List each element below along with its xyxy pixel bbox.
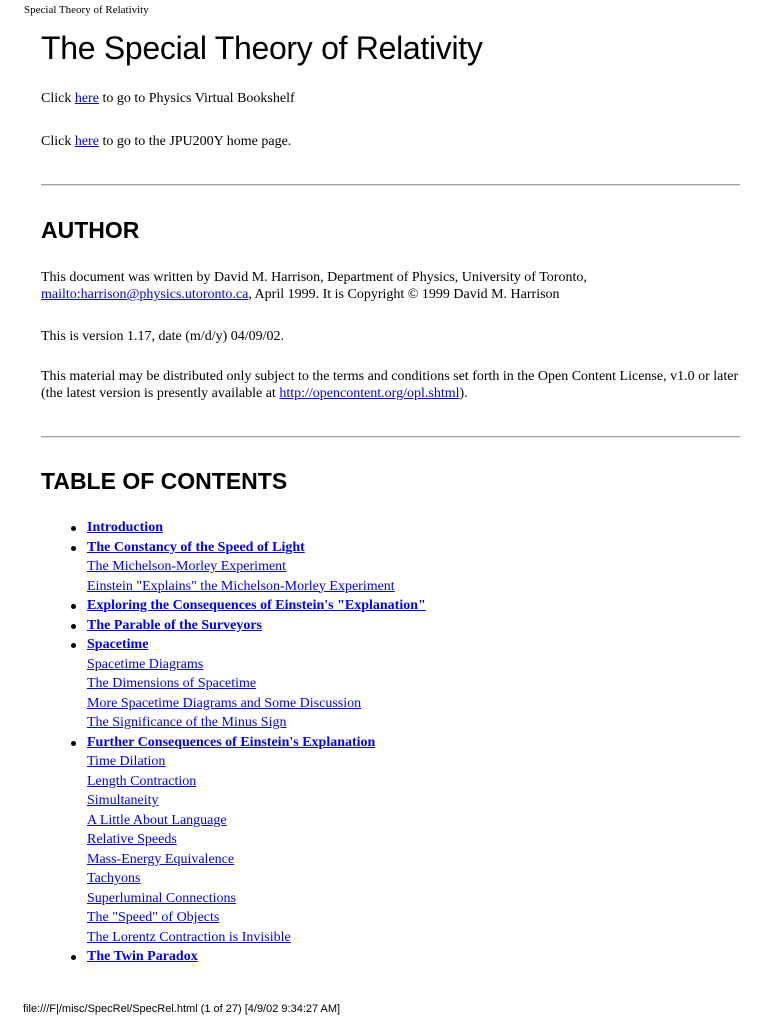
toc-sublink[interactable]: More Spacetime Diagrams and Some Discussion [87,695,362,711]
toc-sublink[interactable]: Time Dilation [87,754,166,769]
link-suffix: to go to the JPU200Y home page. [98,134,292,149]
author-paragraph [41,269,741,303]
bullet-icon [71,526,76,531]
print-header: Special Theory of Relativity [24,4,149,16]
toc-item [41,518,741,538]
toc-sublink[interactable]: A Little About Language [87,812,227,828]
link-suffix: to go to Physics Virtual Bookshelf [98,91,295,106]
toc-sublink[interactable]: Length Contraction [87,773,197,789]
toc-sublink[interactable]: Superluminal Connections [87,890,236,906]
toc-item [41,947,741,967]
license-link[interactable]: http://opencontent.org/opl.shtml [279,386,460,401]
toc-sublink[interactable]: The Lorentz Contraction is Invisible [87,929,291,945]
bookshelf-link[interactable]: here [74,91,99,106]
toc-sublink[interactable]: Simultaneity [87,793,159,808]
toc-sublink[interactable]: The Dimensions of Spacetime [87,676,257,691]
divider [41,436,740,438]
toc-sublink[interactable]: The Significance of the Minus Sign [87,715,287,730]
page-title: The Special Theory of Relativity [41,30,483,66]
mailto-link[interactable]: mailto:harrison@physics.utoronto.ca [41,287,249,302]
bullet-icon [71,643,76,648]
version-text: This is version 1.17, date (m/d/y) 04/09/02. [41,329,285,344]
bullet-icon [71,546,76,551]
license-suffix: ). [459,386,468,401]
toc-item [41,596,741,616]
toc-item [41,616,741,636]
license-paragraph [41,368,741,402]
home-link-line [41,133,741,150]
toc-heading: TABLE OF CONTENTS [41,468,288,494]
bullet-icon [71,741,76,746]
license-text: This material may be distributed only subject to the terms and conditions set forth in the Open Content License, v1.0 or later [41,369,739,384]
link-prefix: Click [41,134,75,149]
toc-sublink[interactable]: Spacetime Diagrams [87,656,204,672]
toc-sublink[interactable]: Einstein "Explains" the Michelson-Morley Experiment [87,578,395,594]
toc-sublink[interactable]: Mass-Energy Equivalence [87,851,235,867]
toc-link[interactable]: The Parable of the Surveyors [87,617,262,633]
bullet-icon [71,955,76,960]
toc-link[interactable]: Further Consequences of Einstein's Explanation [87,734,376,750]
toc-link[interactable]: The Constancy of the Speed of Light [87,539,305,555]
bullet-icon [71,604,76,609]
copyright-text: , April 1999. It is Copyright © 1999 David M. Harrison [248,287,560,302]
toc-link[interactable]: Introduction [87,520,163,535]
home-page-link[interactable]: here [74,134,99,149]
author-heading: AUTHOR [41,217,140,243]
link-prefix: Click [41,91,75,106]
bookshelf-link-line [41,90,741,107]
author-line: This document was written by David M. Harrison, Department of Physics, University of Toronto, [41,270,587,285]
bullet-icon [71,624,76,629]
divider [41,184,740,186]
license-prefix: (the latest version is presently available at [41,386,280,401]
toc-sublink[interactable]: Relative Speeds [87,832,177,847]
toc-link[interactable]: The Twin Paradox [87,949,198,964]
toc-sublink[interactable]: The Michelson-Morley Experiment [87,559,287,574]
toc-sublink[interactable]: Tachyons [87,871,141,886]
toc-item [41,635,741,733]
toc-link[interactable]: Exploring the Consequences of Einstein's "Explanation" [87,598,426,613]
toc-sublink[interactable]: The "Speed" of Objects [87,910,220,925]
toc-link[interactable]: Spacetime [87,637,149,652]
toc-item [41,733,741,948]
print-footer: file:///F|/misc/SpecRel/SpecRel.html (1 of 27) [4/9/02 9:34:27 AM] [23,1003,341,1015]
toc-list [41,518,741,967]
toc-item [41,538,741,597]
